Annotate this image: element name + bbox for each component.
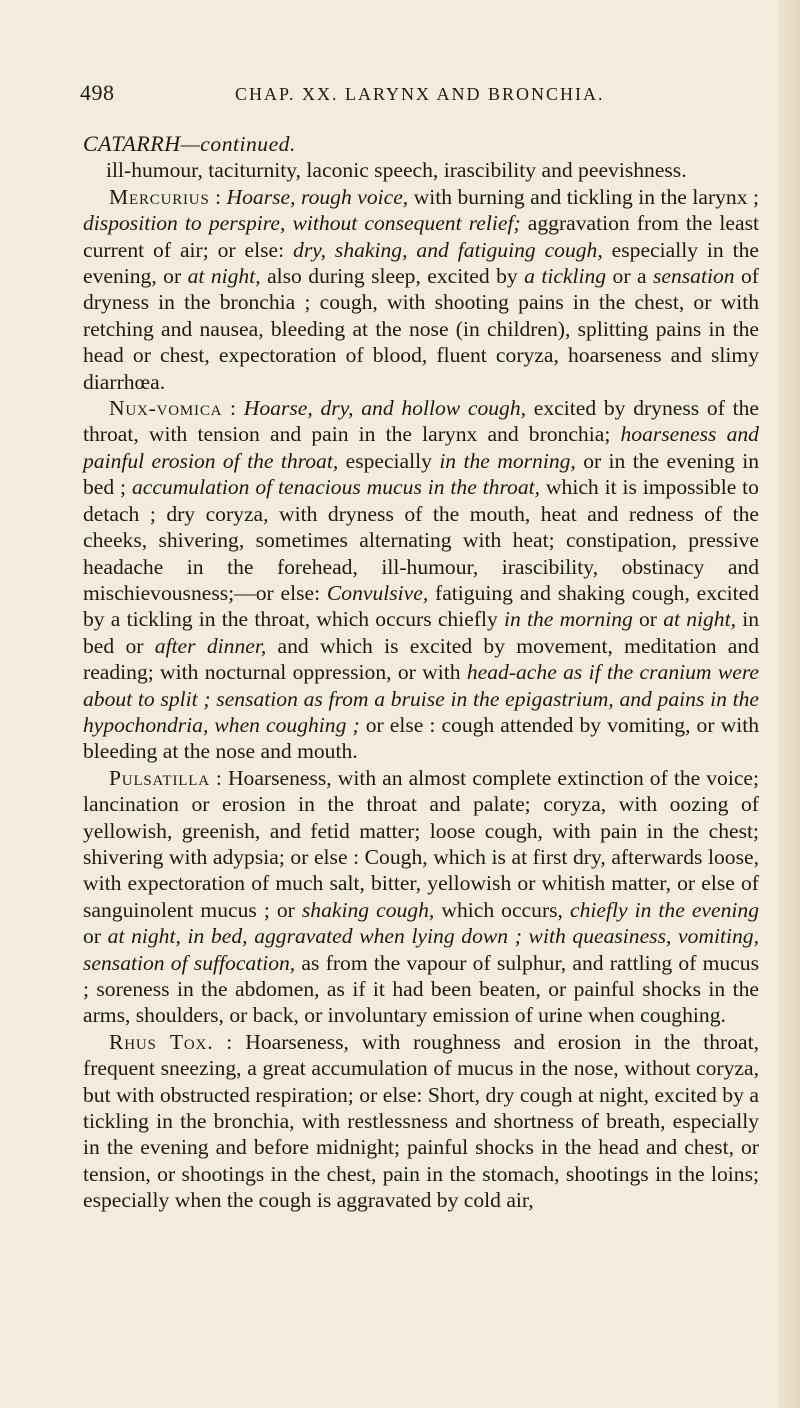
page-number: 498 (80, 80, 115, 105)
text-run: which occurs, (434, 897, 570, 922)
text-run: especially in the evening, or (83, 237, 759, 289)
page-header (80, 80, 760, 110)
text-run: excited by dryness of the throat, with tension and pain in the larynx and bronchia; (83, 396, 760, 447)
text-run: Hoarseness, with roughness and erosion in the throat, frequent sneezing, a great accumulation of mucus in the nose, without coryza, but with obstructed respiration; or else: Short, dry cough at night, excited by a tickling in the bronchia, with restlessness and shortness of breath, especially in the evening and before midnight; painful shocks in the head and chest, or tension, or shootings in the chest, pain in the stomach, shootings in the loins; especially when the cough is aggravated by cold air, (83, 1029, 759, 1213)
italic-phrase: at night, (663, 607, 736, 632)
section-subtitle: —continued. (180, 132, 296, 156)
text-run: which it is impossible to detach ; dry coryza, with dryness of the mouth, heat and redness of the cheeks, shivering, sometimes alternating with heat; constipation, pressive headache in the forehead, ill-humour, irascibility, obstinacy and mischievousness;—or else: (83, 475, 759, 605)
italic-phrase: disposition to perspire, without consequent relief; (83, 211, 521, 236)
running-head: CHAP. XX. LARYNX AND BRONCHIA. (235, 84, 605, 104)
italic-phrase: after dinner, (154, 633, 267, 658)
italic-phrase: Hoarse, rough voice, (226, 184, 409, 209)
body-text (83, 131, 759, 1214)
italic-phrase: Convulsive, (326, 580, 429, 605)
text-run: fatiguing and shaking cough, excited by a tickling in the throat, which occurs chiefly (83, 580, 759, 632)
italic-phrase: shaking cough, (301, 897, 435, 922)
remedy-separator: : (213, 1029, 246, 1054)
italic-phrase: head-ache as if the cranium were about to split ; sensation as from a bruise in the epigastrium, and pains in the hypochondria, when coughing ; (83, 660, 759, 737)
remedy-name: Nux-vomica (109, 396, 223, 421)
italic-phrase: at night, (187, 264, 261, 289)
text-run: in bed or (83, 607, 759, 658)
remedy-paragraph (83, 765, 759, 1029)
italic-phrase: at night, in bed, aggravated when lying down ; with queasiness, vomiting, sensation of suffocation, (83, 924, 759, 975)
remedy-name: Mercurius (109, 184, 210, 209)
remedy-paragraph (83, 184, 759, 395)
text-run: or else : cough attended by vomiting, or with bleeding at the nose and mouth. (83, 712, 759, 764)
italic-phrase: chiefly in the evening (569, 897, 759, 922)
italic-phrase: accumulation of tenacious mucus in the throat, (131, 475, 541, 500)
text-run: or a (606, 264, 653, 289)
remedy-list (83, 184, 759, 1214)
text-run: Hoarseness, with an almost complete extinction of the voice; lancination or erosion in the throat and palate; coryza, with oozing of yellowish, greenish, and fetid matter; loose cough, with pain in the chest; shivering with adypsia; or else : Cough, which is at first dry, afterwards loose, with expectoration of much salt, bitter, yellowish or whitish matter, or else of sanguinolent mucus ; or (83, 765, 760, 922)
italic-phrase: Hoarse, dry, and hollow cough, (243, 396, 527, 421)
text-run: or (632, 607, 664, 632)
italic-phrase: in the morning (504, 607, 633, 632)
text-run: especially (338, 448, 440, 473)
text-run: and which is excited by movement, meditation and reading; with nocturnal oppression, or with (83, 633, 759, 685)
text-run: of dryness in the bronchia ; cough, with shooting pains in the chest, or with retching and nausea, bleeding at the nose (in children), splitting pains in the head or chest, expectoration of blood, fluent coryza, hoarseness and slimy diarrhœa. (83, 264, 759, 394)
remedy-paragraph (83, 395, 759, 765)
section-heading (83, 131, 759, 157)
italic-phrase: a tickling (524, 264, 607, 289)
remedy-separator: : (222, 396, 244, 421)
remedy-paragraph (83, 1029, 759, 1214)
continuation-paragraph: ill-humour, taciturnity, laconic speech, irascibility and peevishness. (106, 158, 687, 183)
text-run: with burning and tickling in the larynx ; (408, 184, 759, 209)
italic-phrase: sensation (652, 264, 735, 289)
text-run: or in the evening in bed ; (83, 448, 760, 500)
text-run: as from the vapour of sulphur, and rattling of mucus ; soreness in the abdomen, as if it had been beaten, or painful shocks in the arms, shoulders, or back, or involuntary emission of urine when coughing. (83, 950, 759, 1028)
text-run: aggravation from the least current of air; or else: (83, 211, 759, 262)
text-run: or (83, 924, 108, 949)
italic-phrase: hoarseness and painful erosion of the throat, (83, 422, 759, 473)
section-title: CATARRH (83, 131, 181, 156)
text-run: also during sleep, excited by (260, 264, 525, 289)
remedy-name: Rhus Tox. (109, 1029, 214, 1054)
italic-phrase: dry, shaking, and fatiguing cough, (293, 237, 603, 262)
remedy-name: Pulsatilla (109, 765, 210, 790)
remedy-separator: : (209, 765, 228, 790)
remedy-separator: : (209, 184, 227, 209)
page-edge-shadow (778, 0, 800, 1408)
italic-phrase: in the morning, (439, 448, 576, 473)
